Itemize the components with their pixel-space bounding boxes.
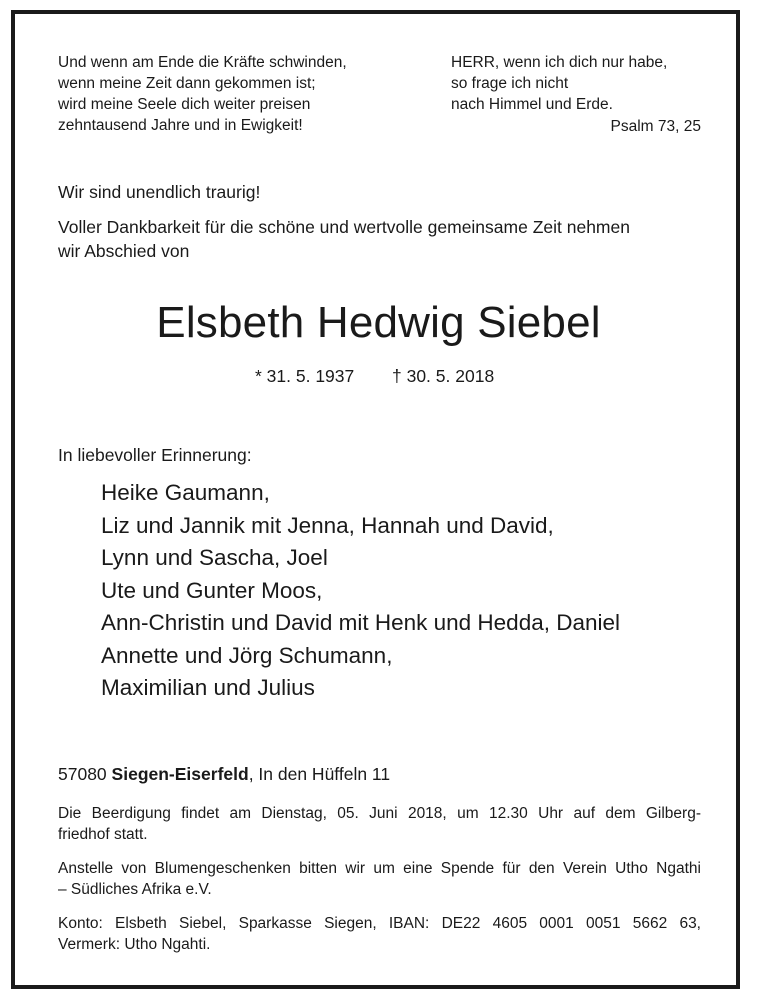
verse-source: Psalm 73, 25 bbox=[610, 118, 701, 135]
account-info bbox=[58, 913, 701, 955]
verse-left bbox=[58, 52, 347, 136]
account-line: Konto: Elsbeth Siebel, Sparkasse Siegen, IBAN: DE22 4605 0001 0051 5662 63, bbox=[58, 915, 701, 932]
death-date: † 30. 5. 2018 bbox=[392, 366, 495, 386]
intro-text-line: wir Abschied von bbox=[58, 241, 190, 261]
intro-line: Wir sind unendlich traurig! bbox=[58, 182, 261, 202]
verse-right-line: so frage ich nicht bbox=[451, 75, 569, 92]
verse-right-line: HERR, wenn ich dich nur habe, bbox=[451, 54, 668, 71]
donation-info bbox=[58, 858, 701, 900]
mourner-line: Heike Gaumann, bbox=[101, 480, 270, 505]
mourner-line: Lynn und Sascha, Joel bbox=[101, 545, 328, 570]
verse-right bbox=[451, 52, 667, 115]
memory-heading: In liebevoller Erinnerung: bbox=[58, 445, 252, 465]
funeral-info bbox=[58, 803, 701, 845]
mourner-line: Annette und Jörg Schumann, bbox=[101, 642, 393, 668]
birth-date: * 31. 5. 1937 bbox=[255, 366, 355, 386]
address bbox=[58, 762, 390, 786]
mourner-line: Liz und Jannik mit Jenna, Hannah und David, bbox=[101, 512, 554, 538]
deceased-name: Elsbeth Hedwig Siebel bbox=[156, 298, 601, 347]
verse-left-line: wenn meine Zeit dann gekommen ist; bbox=[58, 75, 316, 92]
funeral-line: Die Beerdigung findet am Dienstag, 05. Juni 2018, um 12.30 Uhr auf dem Gilberg- bbox=[58, 805, 701, 822]
intro-text-line: Voller Dankbarkeit für die schöne und wertvolle gemeinsame Zeit nehmen bbox=[58, 217, 630, 237]
funeral-line: friedhof statt. bbox=[58, 826, 148, 843]
donation-line: – Südliches Afrika e.V. bbox=[58, 881, 212, 898]
donation-line: Anstelle von Blumengeschenken bitten wir um eine Spende für den Verein Utho Ngathi bbox=[58, 860, 701, 877]
verse-left-line: wird meine Seele dich weiter preisen bbox=[58, 96, 311, 113]
account-line: Vermerk: Utho Ngahti. bbox=[58, 936, 211, 953]
verse-left-line: Und wenn am Ende die Kräfte schwinden, bbox=[58, 54, 347, 71]
verse-left-line: zehntausend Jahre und in Ewigkeit! bbox=[58, 117, 303, 134]
mourner-line: Ute und Gunter Moos, bbox=[101, 577, 323, 603]
address-street: , In den Hüffeln 11 bbox=[248, 764, 391, 784]
address-city: Siegen-Eiserfeld bbox=[111, 764, 249, 784]
address-zip: 57080 bbox=[58, 764, 107, 784]
mourner-line: Maximilian und Julius bbox=[101, 675, 315, 700]
mourners-list bbox=[101, 477, 620, 705]
verse-right-line: nach Himmel und Erde. bbox=[451, 96, 613, 113]
mourner-line: Ann-Christin und David mit Henk und Hedda, Daniel bbox=[101, 610, 621, 635]
